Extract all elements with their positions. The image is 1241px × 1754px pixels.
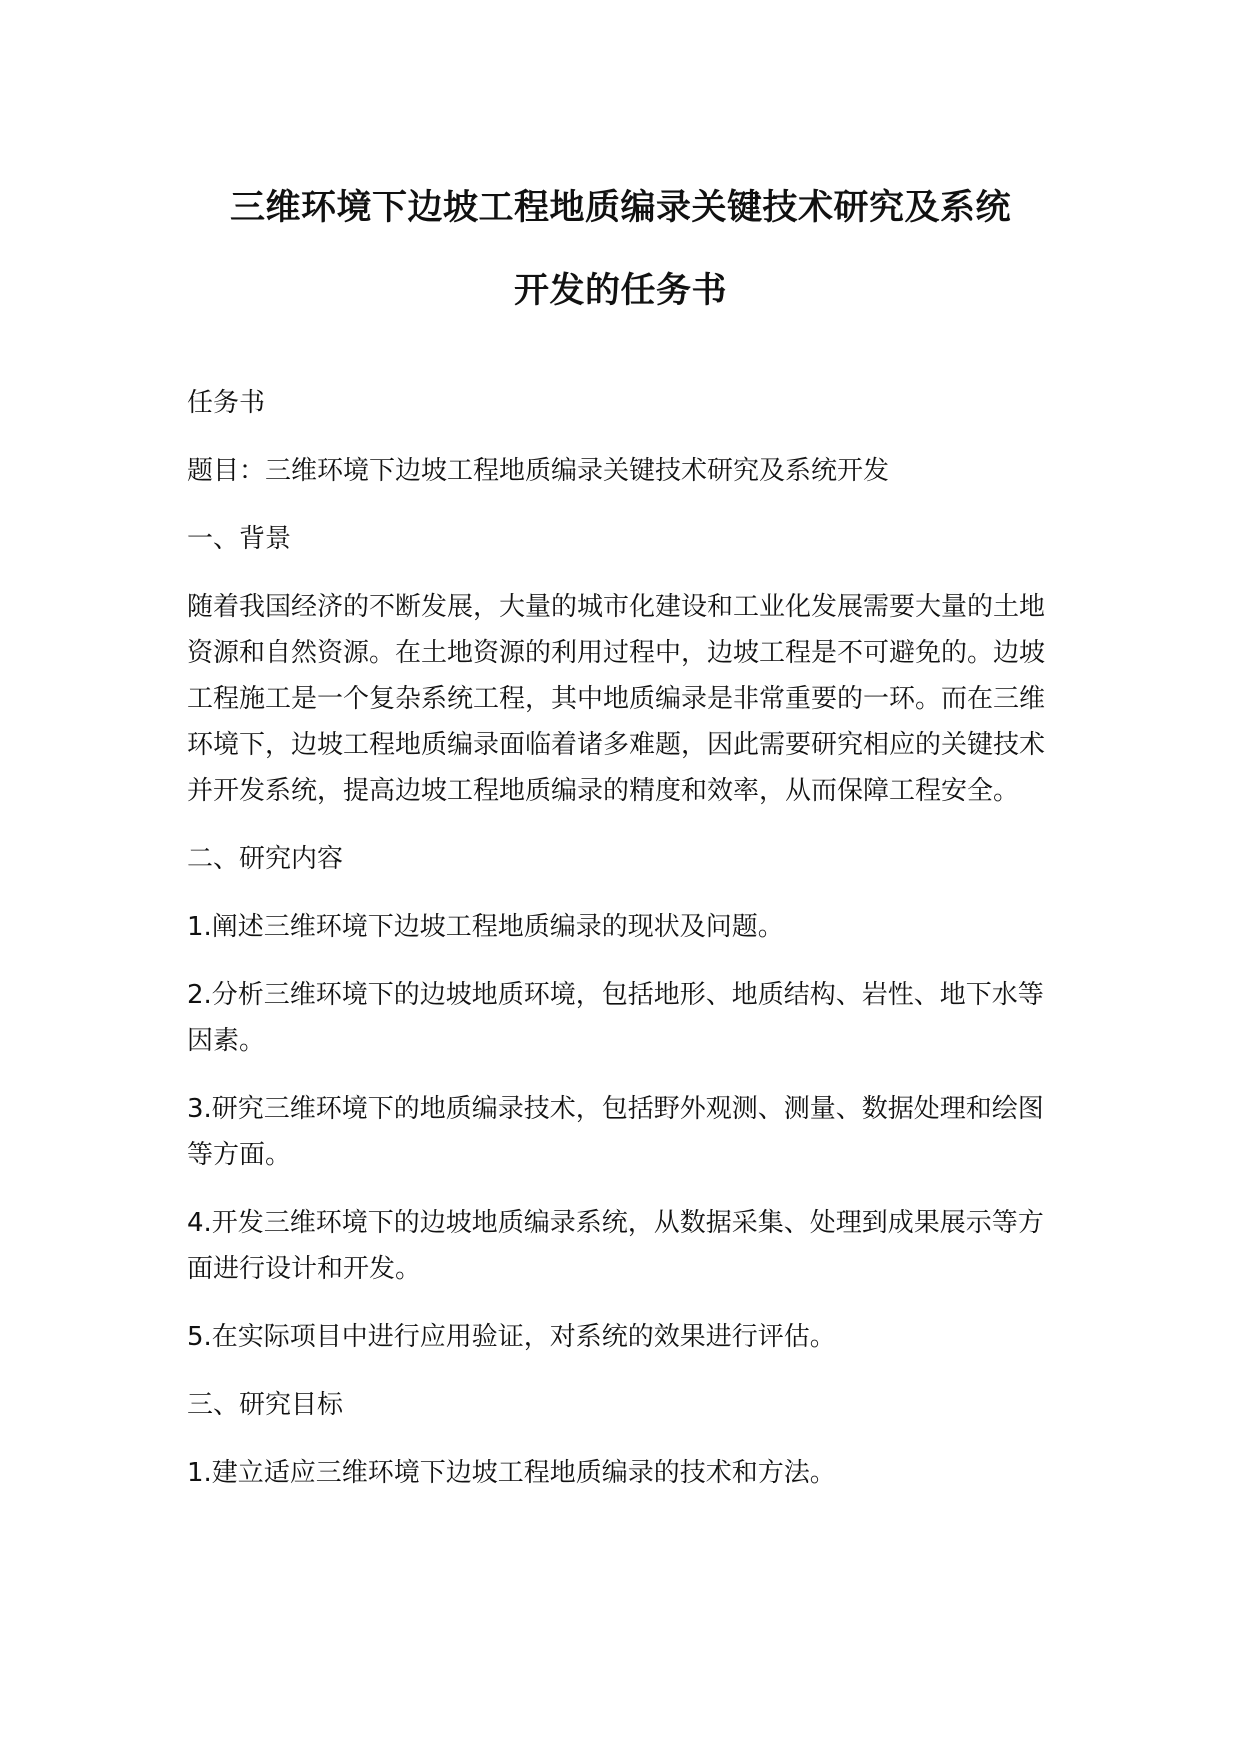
document-title-line-2: 开发的任务书 (513, 271, 727, 311)
research-item-5: 5.在实际项目中进行应用验证，对系统的效果进行评估。 (187, 1322, 836, 1352)
background-paragraph: 随着我国经济的不断发展，大量的城市化建设和工业化发展需要大量的土地资源和自然资源。在土地资源的利用过程中，边坡工程是不可避免的。边坡工程施工是一个复杂系统工程，其中地质编录是非常重要的一环。而在三维环境下，边坡工程地质编录面临着诸多难题，因此需要研究相应的关键技术并开发系统，提高边坡工程地质编录的精度和效率，从而保障工程安全。 (187, 592, 1046, 806)
section-heading-research-goals: 三、研究目标 (187, 1390, 344, 1420)
goal-item-1: 1.建立适应三维环境下边坡工程地质编录的技术和方法。 (187, 1458, 836, 1488)
research-item-3: 3.研究三维环境下的地质编录技术，包括野外观测、测量、数据处理和绘图等方面。 (187, 1094, 1044, 1170)
research-item-1: 1.阐述三维环境下边坡工程地质编录的现状及问题。 (187, 912, 784, 942)
research-item-2: 2.分析三维环境下的边坡地质环境，包括地形、地质结构、岩性、地下水等因素。 (187, 980, 1044, 1056)
section-heading-research-content: 二、研究内容 (187, 844, 344, 874)
topic-line: 题目：三维环境下边坡工程地质编录关键技术研究及系统开发 (187, 456, 890, 486)
document-body (187, 380, 1053, 1518)
doc-label: 任务书 (187, 388, 266, 418)
document-title-line-1: 三维环境下边坡工程地质编录关键技术研究及系统 (229, 188, 1011, 228)
research-item-4: 4.开发三维环境下的边坡地质编录系统，从数据采集、处理到成果展示等方面进行设计和开发。 (187, 1208, 1044, 1284)
section-heading-background: 一、背景 (187, 524, 292, 554)
